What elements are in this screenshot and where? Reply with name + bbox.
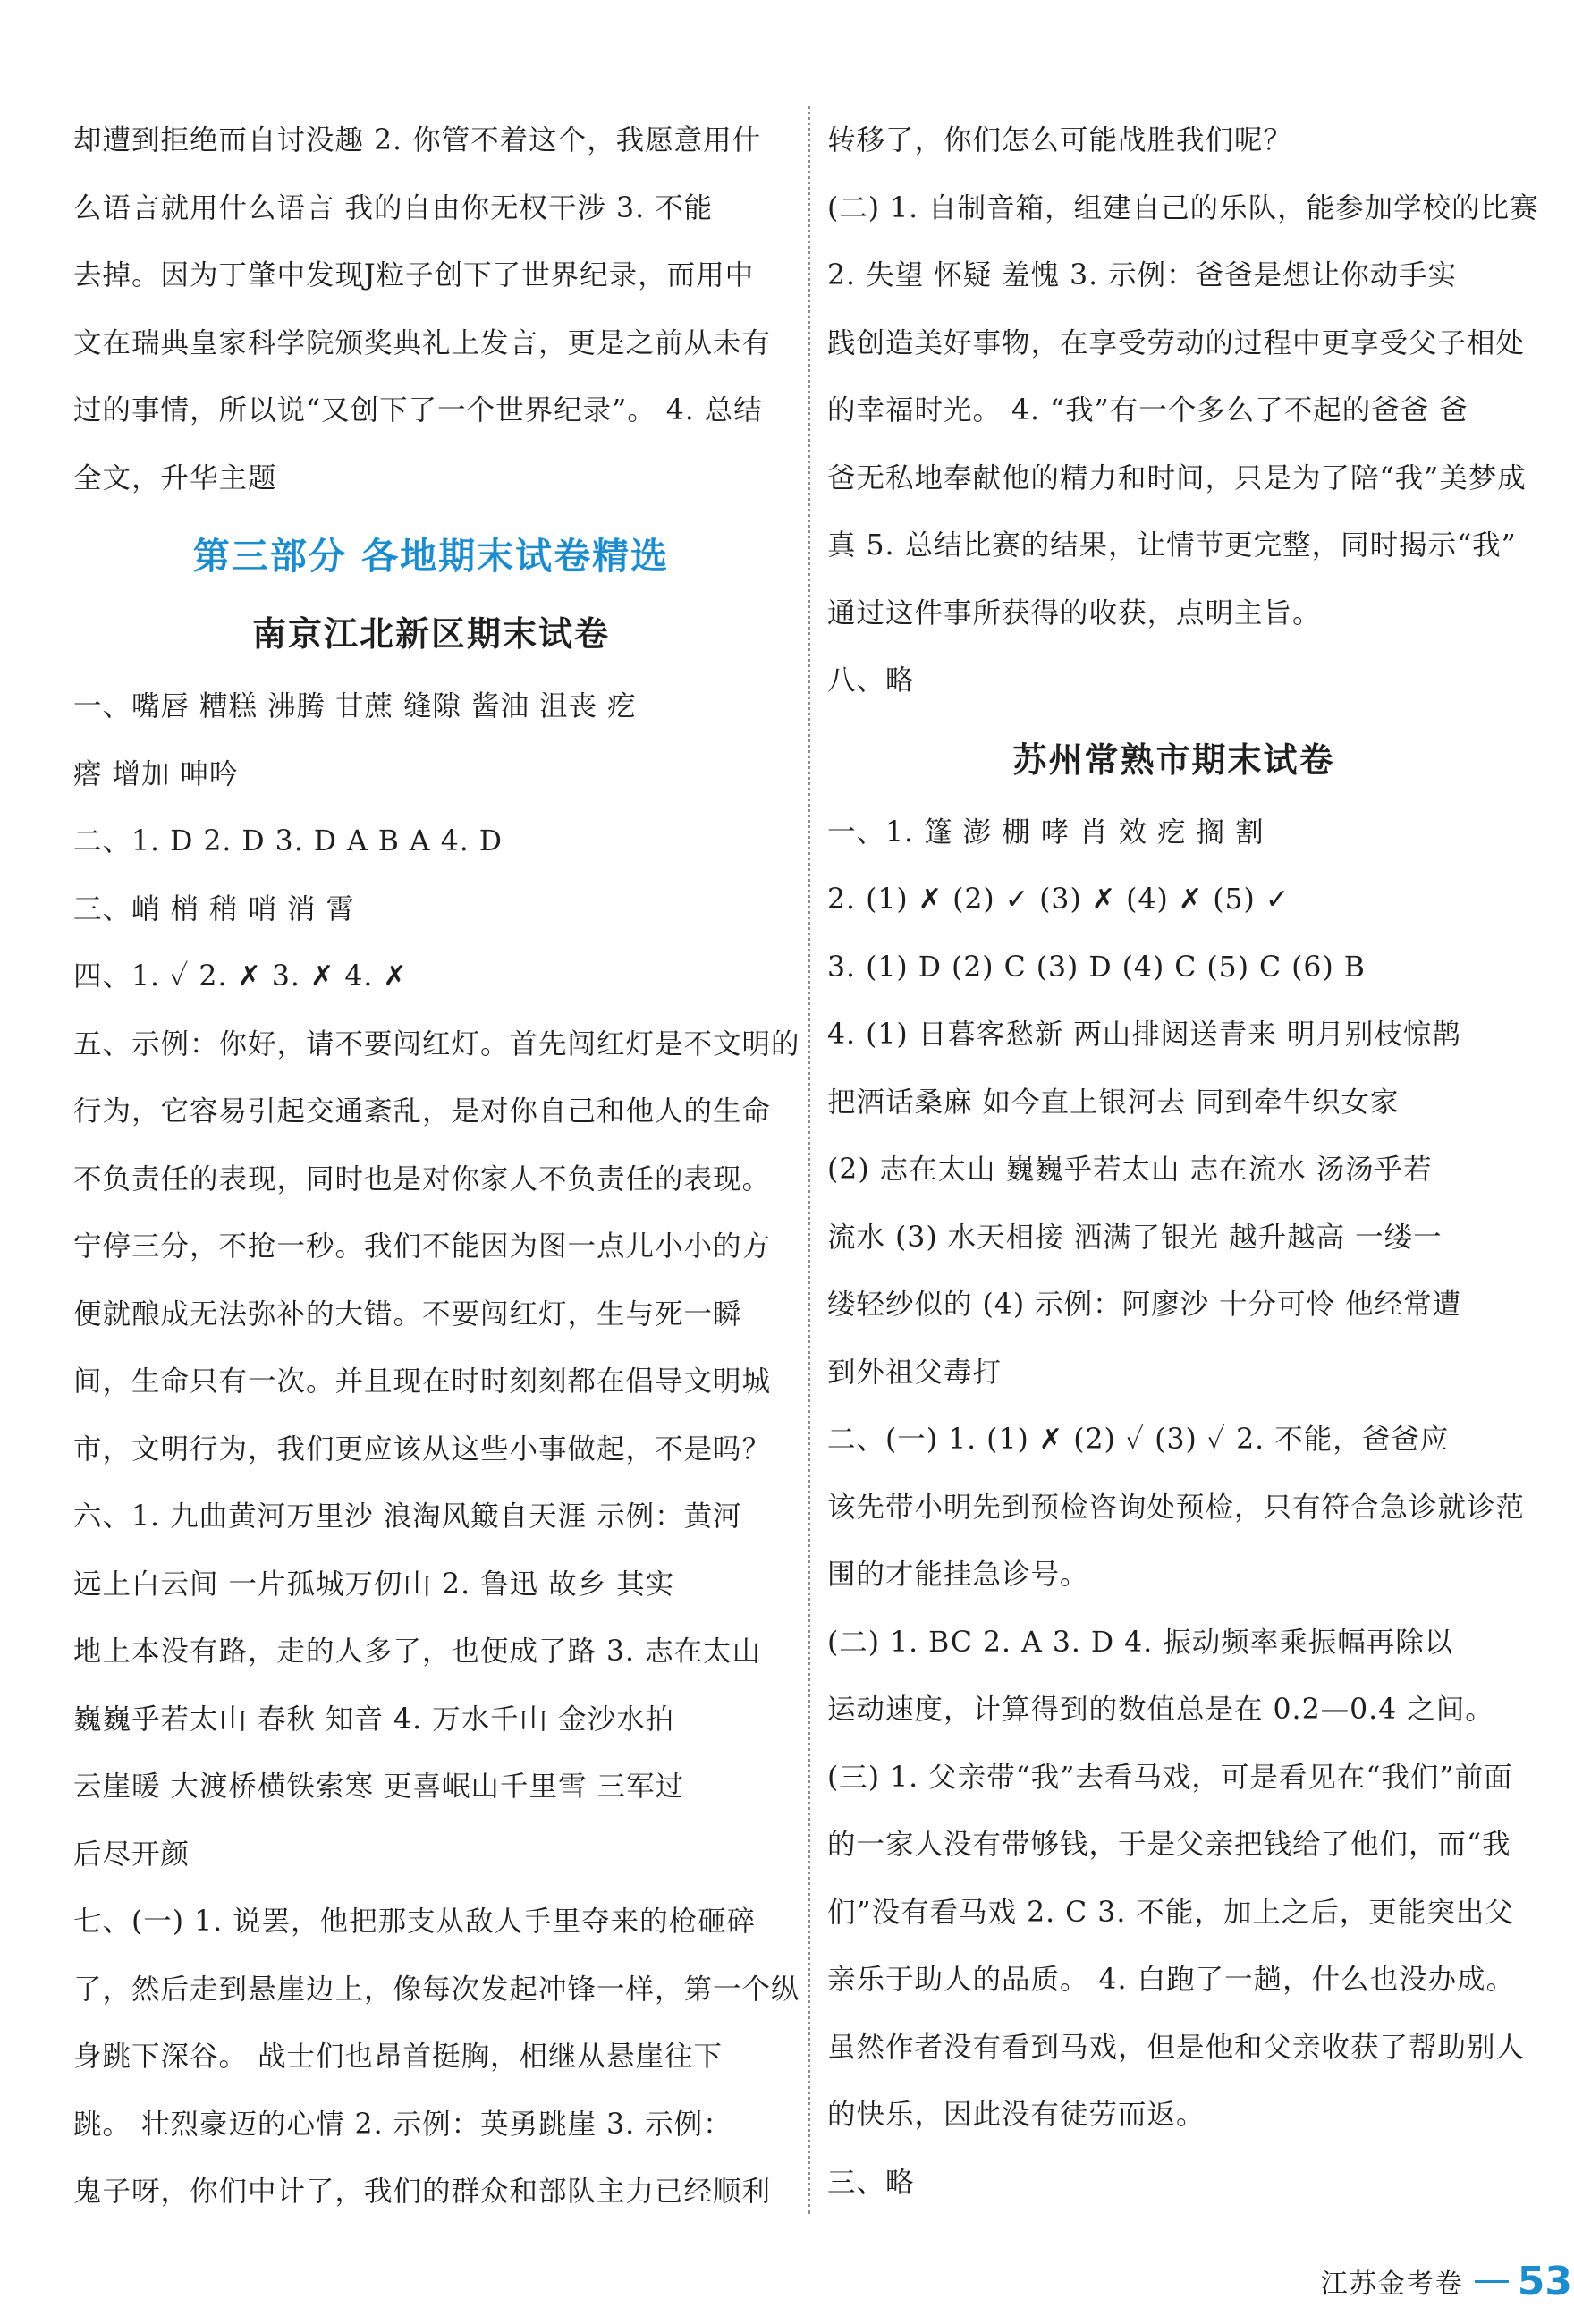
answer-line: 巍巍乎若太山 春秋 知音 4. 万水千山 金沙水拍 <box>73 1703 675 1736</box>
answer-line: 鬼子呀，你们中计了，我们的群众和部队主力已经顺利 <box>73 2176 772 2208</box>
section-title: 第三部分 各地期末试卷精选 <box>192 535 670 578</box>
answer-line: 把酒话桑麻 如今直上银河去 同到牵牛织女家 <box>827 1086 1400 1119</box>
answer-line: 二、1. D 2. D 3. D A B A 4. D <box>73 825 504 858</box>
answer-line: (二) 1. BC 2. A 3. D 4. 振动频率乘振幅再除以 <box>827 1626 1454 1659</box>
answer-line: 跳。 壮烈豪迈的心情 2. 示例：英勇跳崖 3. 示例： <box>73 2108 732 2141</box>
answer-line: 围的才能挂急诊号。 <box>827 1559 1089 1591</box>
answer-line: 4. (1) 日暮客愁新 两山排闼送青来 明月别枝惊鹊 <box>827 1018 1461 1051</box>
answer-line: 二、(一) 1. (1) ✗ (2) ✓ (3) ✓ 2. 不能，爸爸应 <box>827 1424 1450 1456</box>
answer-line: 真 5. 总结比赛的结果，让情节更完整，同时揭示“我” <box>827 529 1517 562</box>
answer-line: 八、略 <box>827 664 915 697</box>
footer-rule <box>1475 2280 1509 2283</box>
answer-line: 四、1. ✓ 2. ✗ 3. ✗ 4. ✗ <box>73 960 408 993</box>
answer-line: 虽然作者没有看到马戏，但是他和父亲收获了帮助别人 <box>827 2031 1526 2064</box>
answer-line: 去掉。因为丁肇中发现J粒子创下了世界纪录，而用中 <box>73 259 755 292</box>
answer-line: 爸无私地奉献他的精力和时间，只是为了陪“我”美梦成 <box>827 461 1527 494</box>
answer-line: 便就酿成无法弥补的大错。不要闯红灯，生与死一瞬 <box>73 1297 742 1331</box>
answer-line: 的一家人没有带够钱，于是父亲把钱给了他们，而“我 <box>827 1829 1511 1861</box>
answer-line: 运动速度，计算得到的数值总是在 0.2—0.4 之间。 <box>827 1694 1494 1726</box>
answer-line: 云崖暖 大渡桥横铁索寒 更喜岷山千里雪 三军过 <box>73 1770 685 1803</box>
answer-line: 却遭到拒绝而自讨没趣 2. 你管不着这个，我愿意用什 <box>73 124 762 156</box>
answer-line: 六、1. 九曲黄河万里沙 浪淘风簸自天涯 示例：黄河 <box>73 1500 742 1533</box>
answer-line: 亲乐于助人的品质。 4. 白跑了一趟，什么也没办成。 <box>827 1964 1516 1996</box>
answer-line: 3. (1) D (2) C (3) D (4) C (5) C (6) B <box>827 951 1366 984</box>
page-footer <box>1321 2259 1574 2303</box>
answer-line: 一、1. 篷 澎 棚 哮 肖 效 疙 搁 割 <box>827 816 1265 849</box>
answer-line: 全文，升华主题 <box>73 461 277 494</box>
answer-line: 到外祖父毒打 <box>827 1356 1003 1389</box>
answer-line: 三、峭 梢 稍 哨 消 霄 <box>73 892 356 925</box>
answer-line: 间，生命只有一次。并且现在时时刻刻都在倡导文明城 <box>73 1365 772 1398</box>
answer-line: 远上白云间 一片孤城万仞山 2. 鲁迅 故乡 其实 <box>73 1568 675 1601</box>
answer-line: 市，文明行为，我们更应该从这些小事做起，不是吗？ <box>73 1432 772 1466</box>
answer-line: 一、嘴唇 糟糕 沸腾 甘蔗 缝隙 酱油 沮丧 疙 <box>73 690 637 723</box>
nanjing-answers <box>73 673 800 2227</box>
answer-line: 践创造美好事物，在享受劳动的过程中更享受父子相处 <box>827 326 1526 359</box>
answer-line: 转移了，你们怎么可能战胜我们呢？ <box>827 124 1293 156</box>
answer-line: 的快乐，因此没有徒劳而返。 <box>827 2099 1206 2131</box>
intro-answers <box>73 107 789 512</box>
page-number: 53 <box>1517 2258 1572 2304</box>
answer-line: 2. (1) ✗ (2) ✓ (3) ✗ (4) ✗ (5) ✓ <box>827 883 1291 916</box>
answer-line: 的幸福时光。 4. “我”有一个多么了不起的爸爸 爸 <box>827 394 1468 427</box>
answer-line: 三、略 <box>827 2166 915 2199</box>
answer-line: 2. 失望 怀疑 羞愧 3. 示例：爸爸是想让你动手实 <box>827 259 1458 292</box>
answer-line: 过的事情，所以说“又创下了一个世界纪录”。 4. 总结 <box>73 394 763 427</box>
answer-line: 了，然后走到悬崖边上，像每次发起冲锋一样，第一个纵 <box>73 1973 800 2006</box>
answer-line: 后尽开颜 <box>73 1838 190 1871</box>
answer-line: 身跳下深谷。 战士们也昂首挺胸，相继从悬崖往下 <box>73 2041 724 2073</box>
answer-line: 该先带小明先到预检咨询处预检，只有符合急诊就诊范 <box>827 1491 1526 1524</box>
left-column <box>73 107 800 2227</box>
answer-line: 们”没有看马戏 2. C 3. 不能，加上之后，更能突出父 <box>827 1896 1514 1929</box>
answer-line: 缕轻纱似的 (4) 示例：阿廖沙 十分可怜 他经常遭 <box>827 1289 1462 1321</box>
answer-line: (三) 1. 父亲带“我”去看马戏，可是看见在“我们”前面 <box>827 1761 1513 1794</box>
answer-line: 文在瑞典皇家科学院颁奖典礼上发言，更是之前从未有 <box>73 326 772 359</box>
right-column <box>827 107 1539 2217</box>
answer-line: (2) 志在太山 巍巍乎若太山 志在流水 汤汤乎若 <box>827 1154 1433 1186</box>
answer-line: (二) 1. 自制音箱，组建自己的乐队，能参加学校的比赛 <box>827 191 1539 224</box>
answer-line: 地上本没有路，走的人多了，也便成了路 3. 志在太山 <box>73 1635 762 1668</box>
column-divider <box>808 106 810 2214</box>
answer-line: 流水 (3) 水天相接 洒满了银光 越升越高 一缕一 <box>827 1221 1443 1254</box>
answer-line: 么语言就用什么语言 我的自由你无权干涉 3. 不能 <box>73 191 714 224</box>
footer-brand: 江苏金考卷 <box>1320 2269 1464 2300</box>
answer-line: 宁停三分，不抢一秒。我们不能因为图一点儿小小的方 <box>73 1230 772 1263</box>
exam-title-nanjing: 南京江北新区期末试卷 <box>251 614 610 654</box>
suzhou-answers <box>827 799 1526 2218</box>
answer-line: 行为，它容易引起交通紊乱，是对你自己和他人的生命 <box>73 1095 772 1128</box>
answer-line: 不负责任的表现，同时也是对你家人不负责任的表现。 <box>73 1162 772 1196</box>
answer-line: 瘩 增加 呻吟 <box>73 757 239 790</box>
exam-title-suzhou: 苏州常熟市期末试卷 <box>1012 739 1335 780</box>
nanjing-answers-continued <box>827 107 1539 715</box>
answer-line: 七、(一) 1. 说罢，他把那支从敌人手里夺来的枪砸碎 <box>73 1906 757 1938</box>
answer-line: 五、示例：你好，请不要闯红灯。首先闯红灯是不文明的 <box>73 1027 800 1061</box>
answer-line: 通过这件事所获得的收获，点明主旨。 <box>827 596 1322 630</box>
